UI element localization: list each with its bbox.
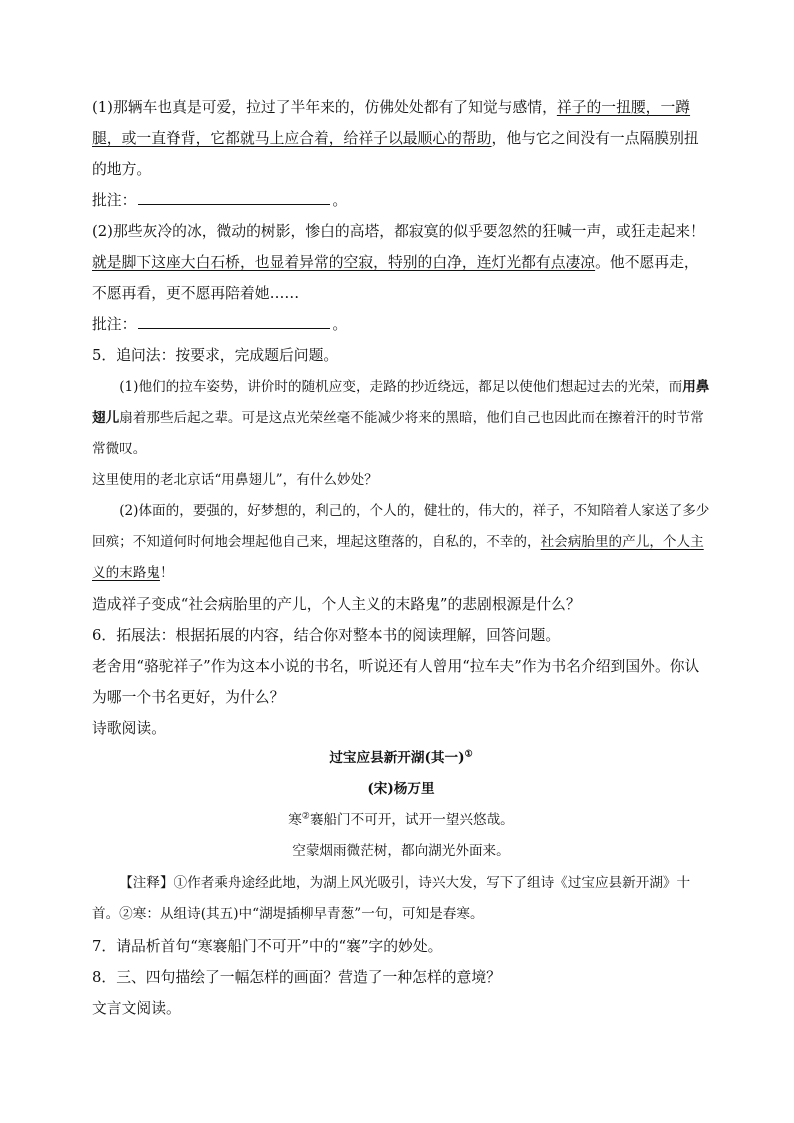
q6-body: 老舍用“骆驼祥子”作为这本小说的书名，听说还有人曾用“拉车夫”作为书名介绍到国外。你认为哪一个书名更好，为什么？: [92, 658, 700, 706]
q5-passage-2: [92, 496, 710, 589]
poem-notes: [92, 868, 710, 930]
poem-body: [92, 805, 710, 867]
q7-text: 7．请品析首句“寒褰船门不可开”中的“褰”字的妙处。: [92, 938, 443, 955]
poem-notes-text: 【注释】①作者乘舟途经此地，为湖上风光吸引，诗兴大发，写下了组诗《过宝应县新开湖》十首。②寒：从组诗(其五)中“湖堤插柳早青葱”一句，可知是春寒。: [92, 875, 691, 922]
q5-underlined-phrase: 社会病胎里的产儿，个人主义的末路鬼: [92, 534, 704, 581]
question-4-2: [92, 216, 710, 340]
question-5-stem: [92, 340, 710, 371]
q4-2-underlined-sentence: 就是脚下这座大白石桥，也显着异常的空寂，特别的白净，连灯光都有点凄凉: [92, 254, 596, 271]
poem-title-text: 过宝应县新开湖(其一): [329, 750, 465, 766]
question-4-1: [92, 92, 710, 216]
q4-2-text-after: 。他不愿再走，不愿再看，更不愿再陪着她……: [92, 254, 699, 302]
q5-passage-1: [92, 372, 710, 496]
q5-passage1-before: (1)他们的拉车姿势，讲价时的随机应变，走路的抄近绕远，都足以使他们想起过去的光荣，而: [119, 379, 683, 395]
q5-question-1: 这里使用的老北京话“用鼻翅儿”，有什么妙处？: [92, 472, 378, 488]
note-mark-1: ①: [464, 749, 473, 760]
q4-2-text-before: (2)那些灰冷的冰，微动的树影，惨白的高塔，都寂寞的似乎要忽然的狂喊一声，或狂走起来！: [92, 223, 705, 240]
q5-passage2-after: ！: [159, 565, 174, 581]
poem-author: [92, 774, 710, 805]
poem-line1-rest: 褰船门不可开，试开一望兴悠哉。: [309, 812, 514, 828]
annotation-blank[interactable]: [138, 314, 330, 329]
annotation-blank[interactable]: [138, 190, 330, 205]
poem-author-text: (宋)杨万里: [367, 781, 435, 797]
annotation-label: 批注：: [92, 192, 137, 209]
poem-line-2: 空蒙烟雨微茫树，都向湖光外面来。: [292, 843, 510, 859]
q6-stem: 6．拓展法：根据拓展的内容，结合你对整本书的阅读理解，回答问题。: [92, 627, 561, 644]
q4-1-text-before: (1)那辆车也真是可爱，拉过了半年来的，仿佛处处都有了知觉与感情，: [92, 99, 557, 116]
q8-text: 8．三、四句描绘了一幅怎样的画面？营造了一种怎样的意境？: [92, 969, 501, 986]
poetry-section-label: 诗歌阅读。: [92, 720, 166, 737]
poem-line1-first: 寒: [288, 812, 302, 828]
q4-1-underlined-sentence: 祥子的一扭腰，一蹲腿，或一直脊背，它都就马上应合着，给祥子以最顺心的帮助: [92, 99, 691, 147]
annotation-label: 批注：: [92, 316, 137, 333]
q5-question-2-block: [92, 589, 710, 744]
q5-passage2-before: (2)体面的，要强的，好梦想的，利己的，个人的，健壮的，伟大的，祥子，不知陪着人家送了多少回殡；不知道何时何地会埋起他自己来，埋起这堕落的，自私的，不幸的，: [92, 503, 710, 550]
q4-1-text-after: ，他与它之间没有一点隔膜别扭的地方。: [92, 130, 699, 178]
q5-bold-phrase: 用鼻翅儿: [92, 379, 710, 426]
classical-section-label: 文言文阅读。: [92, 1000, 181, 1017]
q5-stem-text: 5．追问法：按要求，完成题后问题。: [92, 347, 339, 364]
poem-title: [92, 743, 710, 774]
annotation-end: 。: [332, 192, 348, 209]
q5-passage1-after: 扇着那些后起之辈。可是这点光荣丝毫不能减少将来的黑暗，他们自己也因此而在擦着汗的时节常常微叹。: [92, 410, 704, 457]
q5-question-2: 造成祥子变成“社会病胎里的产儿，个人主义的末路鬼”的悲剧根源是什么？: [92, 596, 581, 613]
annotation-end: 。: [332, 316, 348, 333]
note-mark-2: ②: [301, 811, 310, 822]
questions-7-8: [92, 931, 710, 1024]
